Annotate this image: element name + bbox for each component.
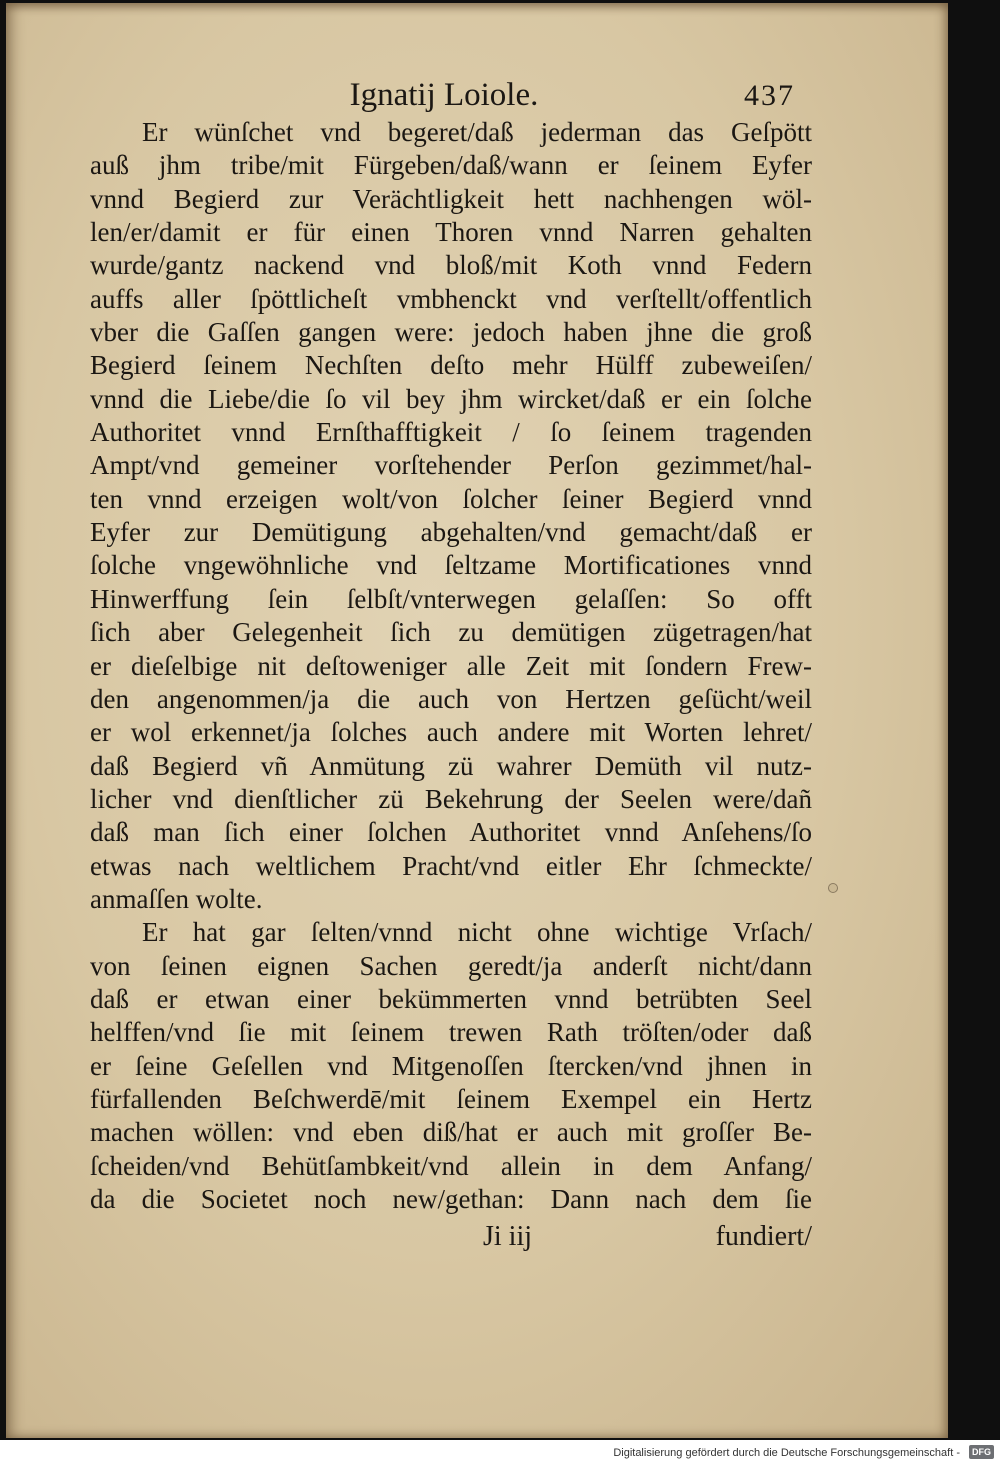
text-line: Eyfer zur Demütigung abgehalten/vnd gemacht/daß er bbox=[90, 517, 812, 548]
paper-hole bbox=[828, 883, 838, 893]
text-line: ſcheiden/vnd Behütſambkeit/vnd allein in dem Anfang/ bbox=[90, 1150, 812, 1181]
text-line: ſolche vngewöhnliche vnd ſeltzame Mortificationes vnnd bbox=[90, 550, 812, 581]
running-title: Ignatij Loiole. bbox=[349, 77, 539, 113]
text-line: auß jhm tribe/mit Fürgeben/daß/wann er ſeinem Eyfer bbox=[90, 150, 812, 181]
text-line: vnnd Begierd zur Verächtligkeit hett nachhengen wöl- bbox=[90, 183, 812, 214]
text-line: Hinwerffung ſein ſelbſt/vnterwegen gelaſſen: So offt bbox=[90, 583, 812, 614]
footer-credit: Digitalisierung gefördert durch die Deutsche Forschungsgemeinschaft - bbox=[613, 1447, 960, 1459]
text-line: den angenommen/ja die auch von Hertzen geſücht/weil bbox=[90, 683, 812, 714]
page-number: 437 bbox=[744, 79, 795, 112]
text-line: ten vnnd erzeigen wolt/von ſolcher ſeiner Begierd vnnd bbox=[90, 483, 812, 514]
text-line: vber die Gaſſen gangen were: jedoch haben jhne die groß bbox=[90, 317, 812, 348]
text-line: er dieſelbige nit deſtoweniger alle Zeit mit ſondern Frew- bbox=[90, 650, 812, 681]
text-line: wurde/gantz nackend vnd bloß/mit Koth vnnd Federn bbox=[90, 250, 812, 281]
text-line: licher vnd dienſtlicher zü Bekehrung der Seelen were/dañ bbox=[90, 783, 812, 814]
text-line: daß er etwan einer bekümmerten vnnd betrübten Seel bbox=[90, 983, 812, 1014]
text-line: fürfallenden Beſchwerdē/mit ſeinem Exempel ein Hertz bbox=[90, 1083, 812, 1114]
text-line: etwas nach weltlichem Pracht/vnd eitler Ehr ſchmeckte/ bbox=[90, 850, 812, 881]
text-block bbox=[90, 116, 812, 1216]
text-line: Er wünſchet vnd begeret/daß jederman das Geſpött bbox=[142, 117, 812, 147]
signature-mark: Ji iij bbox=[483, 1221, 533, 1252]
text-line: helffen/vnd ſie mit ſeinem trewen Rath tröſten/oder daß bbox=[90, 1017, 812, 1048]
digitization-footer bbox=[0, 1440, 1000, 1466]
text-line: len/er/damit er für einen Thoren vnnd Narren gehalten bbox=[90, 217, 812, 248]
text-line: auffs aller ſpöttlicheſt vmbhenckt vnd verſtellt/offentlich bbox=[90, 283, 812, 314]
text-line: Authoritet vnnd Ernſthafftigkeit / ſo ſeinem tragenden bbox=[90, 417, 812, 448]
text-line: Er hat gar ſelten/vnnd nicht ohne wichtige Vrſach/ bbox=[142, 917, 812, 948]
catchword: fundiert/ bbox=[715, 1221, 812, 1252]
text-line: daß Begierd vñ Anmütung zü wahrer Demüth vil nutz- bbox=[90, 750, 812, 781]
text-line: vnnd die Liebe/die ſo vil bey jhm wircket/daß er ein ſolche bbox=[90, 383, 812, 414]
text-line: er wol erkennet/ja ſolches auch andere mit Worten lehret/ bbox=[90, 717, 812, 748]
text-line: Begierd ſeinem Nechſten deſto mehr Hülff zubeweiſen/ bbox=[90, 350, 812, 381]
text-line: er ſeine Geſellen vnd Mitgenoſſen ſtercken/vnd jhnen in bbox=[90, 1050, 812, 1081]
text-line: machen wöllen: vnd eben diß/hat er auch mit groſſer Be- bbox=[90, 1117, 812, 1148]
text-line: Ampt/vnd gemeiner vorſtehender Perſon gezimmet/hal- bbox=[90, 450, 812, 481]
text-line: von ſeinen eignen Sachen geredt/ja anderſt nicht/dann bbox=[90, 950, 812, 981]
book-page bbox=[6, 3, 948, 1438]
text-line: da die Societet noch new/gethan: Dann nach dem ſie bbox=[90, 1184, 812, 1214]
text-line: daß man ſich einer ſolchen Authoritet vnnd Anſehens/ſo bbox=[90, 817, 812, 848]
text-line: ſich aber Gelegenheit ſich zu demütigen zügetragen/hat bbox=[90, 617, 812, 648]
text-line: anmaſſen wolte. bbox=[90, 883, 263, 914]
dfg-logo: DFG bbox=[969, 1445, 994, 1459]
